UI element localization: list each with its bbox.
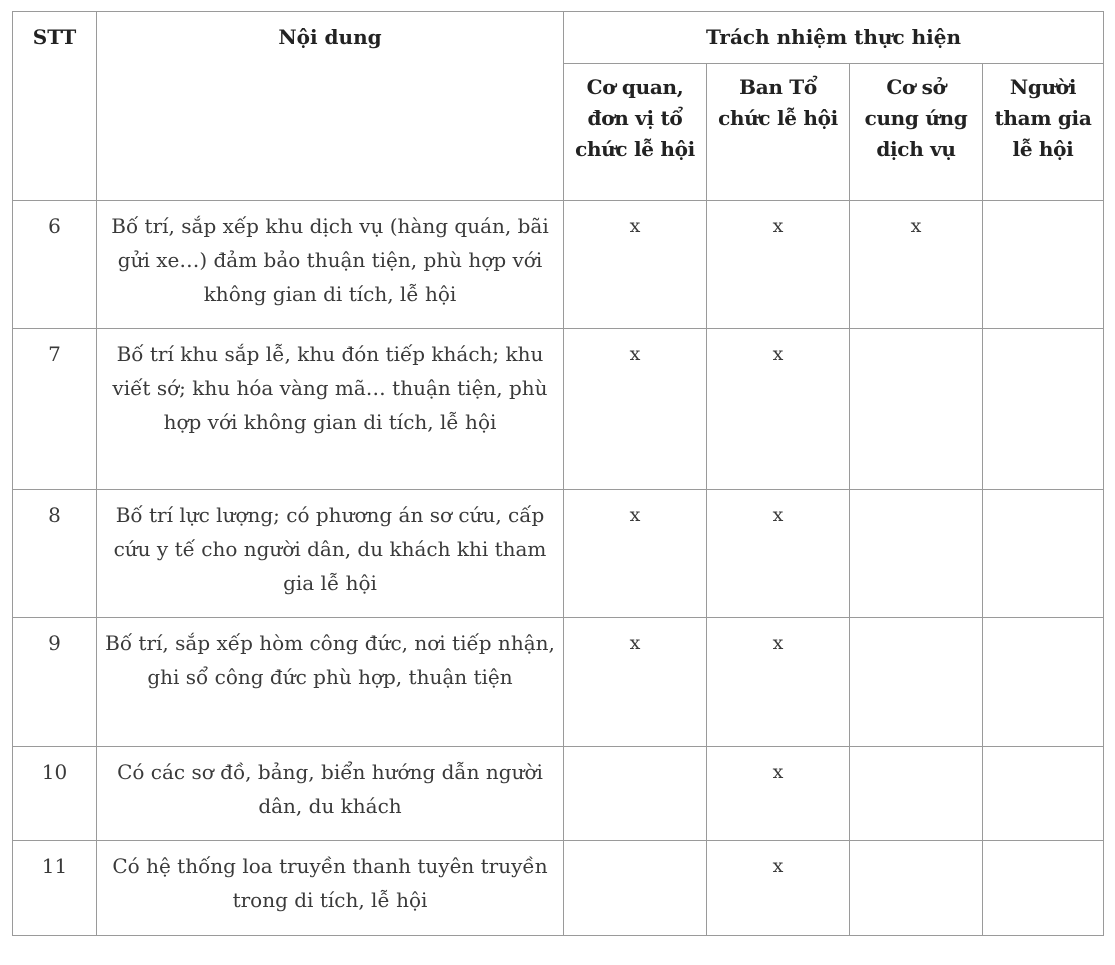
- mark-organizing-committee: x: [707, 618, 850, 747]
- mark-organizing-committee: x: [707, 490, 850, 618]
- mark-participants: [983, 841, 1104, 936]
- responsibility-table: [12, 11, 1104, 936]
- mark-organizing-agency: x: [564, 618, 707, 747]
- row-content: Bố trí, sắp xếp khu dịch vụ (hàng quán, bãi gửi xe…) đảm bảo thuận tiện, phù hợp với không gian di tích, lễ hội: [97, 201, 564, 329]
- row-content: Có hệ thống loa truyền thanh tuyên truyền trong di tích, lễ hội: [97, 841, 564, 936]
- mark-service-provider: [850, 618, 983, 747]
- mark-participants: [983, 201, 1104, 329]
- header-col-organizing-committee: Ban Tổ chức lễ hội: [707, 64, 850, 201]
- header-col-participants: Người tham gia lễ hội: [983, 64, 1104, 201]
- mark-organizing-agency: x: [564, 490, 707, 618]
- mark-organizing-agency: [564, 747, 707, 841]
- table-row: [13, 329, 1104, 490]
- table-row: [13, 490, 1104, 618]
- header-col-service-provider: Cơ sở cung ứng dịch vụ: [850, 64, 983, 201]
- mark-organizing-agency: x: [564, 329, 707, 490]
- header-responsibility: Trách nhiệm thực hiện: [564, 12, 1104, 64]
- mark-service-provider: [850, 490, 983, 618]
- mark-service-provider: [850, 747, 983, 841]
- row-content: Bố trí, sắp xếp hòm công đức, nơi tiếp nhận, ghi sổ công đức phù hợp, thuận tiện: [97, 618, 564, 747]
- row-content: Bố trí khu sắp lễ, khu đón tiếp khách; khu viết sớ; khu hóa vàng mã… thuận tiện, phù hợp với không gian di tích, lễ hội: [97, 329, 564, 490]
- mark-service-provider: [850, 329, 983, 490]
- row-stt: 7: [13, 329, 97, 490]
- mark-organizing-committee: x: [707, 747, 850, 841]
- table-row: [13, 841, 1104, 936]
- mark-participants: [983, 490, 1104, 618]
- header-col-organizing-agency: Cơ quan, đơn vị tổ chức lễ hội: [564, 64, 707, 201]
- mark-participants: [983, 618, 1104, 747]
- row-stt: 6: [13, 201, 97, 329]
- mark-service-provider: [850, 841, 983, 936]
- table-row: [13, 201, 1104, 329]
- mark-organizing-committee: x: [707, 201, 850, 329]
- mark-service-provider: x: [850, 201, 983, 329]
- mark-organizing-committee: x: [707, 329, 850, 490]
- mark-organizing-committee: x: [707, 841, 850, 936]
- row-content: Bố trí lực lượng; có phương án sơ cứu, cấp cứu y tế cho người dân, du khách khi tham gia lễ hội: [97, 490, 564, 618]
- header-stt: STT: [13, 12, 97, 201]
- mark-participants: [983, 747, 1104, 841]
- row-stt: 11: [13, 841, 97, 936]
- header-content: Nội dung: [97, 12, 564, 201]
- mark-participants: [983, 329, 1104, 490]
- table-row: [13, 618, 1104, 747]
- mark-organizing-agency: x: [564, 201, 707, 329]
- row-stt: 8: [13, 490, 97, 618]
- table-row: [13, 747, 1104, 841]
- row-content: Có các sơ đồ, bảng, biển hướng dẫn người dân, du khách: [97, 747, 564, 841]
- mark-organizing-agency: [564, 841, 707, 936]
- row-stt: 9: [13, 618, 97, 747]
- row-stt: 10: [13, 747, 97, 841]
